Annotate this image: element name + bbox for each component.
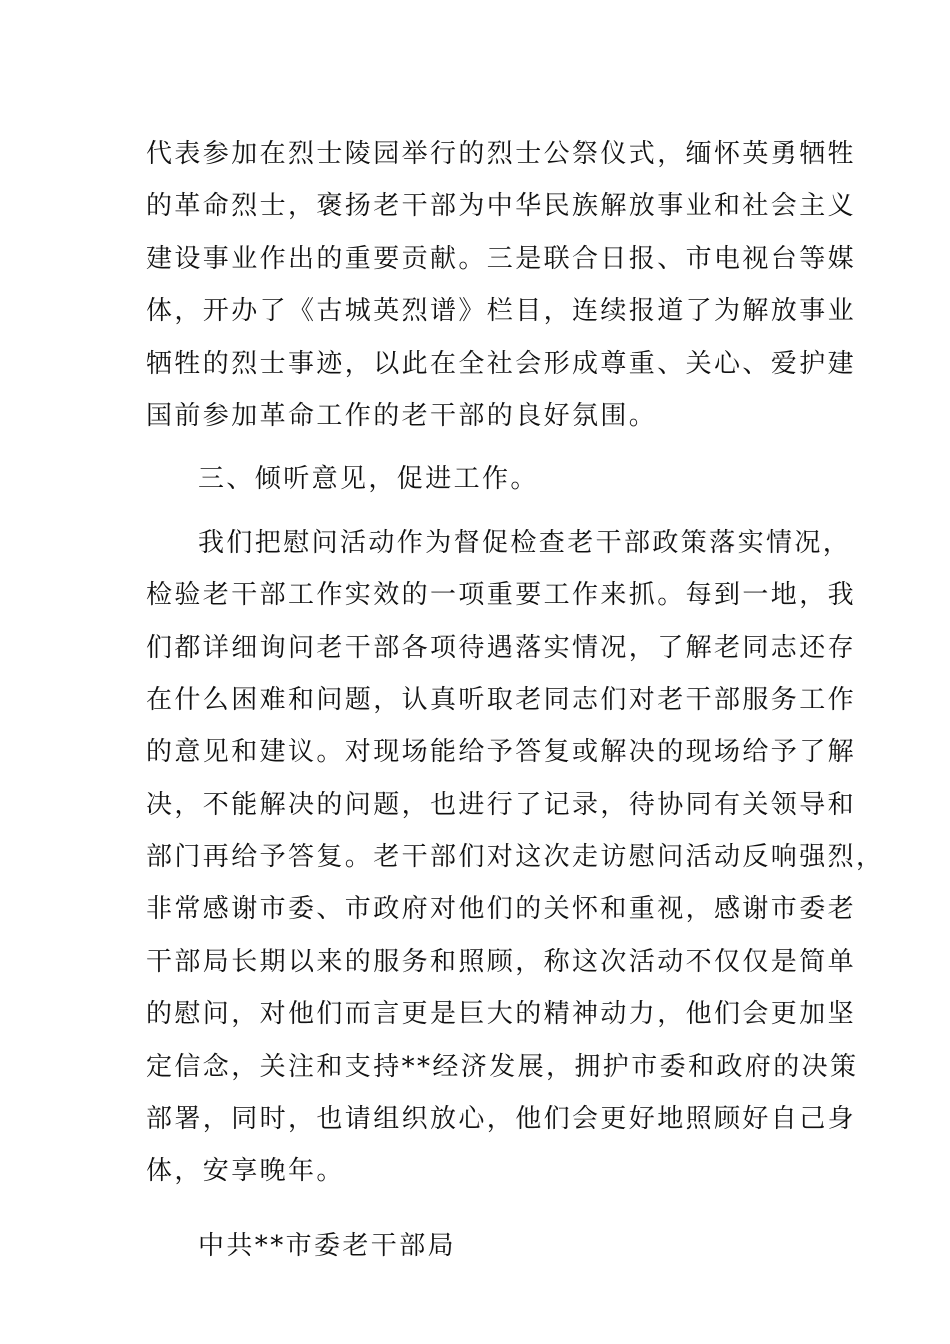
text-line: 部署，同时，也请组织放心，他们会更好地照顾好自己身 <box>146 1104 857 1135</box>
continuation-paragraph <box>146 128 857 442</box>
text-line: 们都详细询问老干部各项待遇落实情况，了解老同志还存 <box>146 632 857 663</box>
text-line: 的革命烈士，褒扬老干部为中华民族解放事业和社会主义 <box>146 191 857 222</box>
text-line: 建设事业作出的重要贡献。三是联合日报、市电视台等媒 <box>146 243 857 274</box>
text-line: 检验老干部工作实效的一项重要工作来抓。每到一地，我 <box>146 580 857 611</box>
signature-block <box>146 1220 806 1272</box>
text-line: 在什么困难和问题，认真听取老同志们对老干部服务工作 <box>146 684 857 715</box>
text-line: 部门再给予答复。老干部们对这次走访慰问活动反响强烈， <box>146 842 885 873</box>
text-line: 牺牲的烈士事迹，以此在全社会形成尊重、关心、爱护建 <box>146 348 857 379</box>
text-line: 决，不能解决的问题，也进行了记录，待协同有关领导和 <box>146 789 857 820</box>
section-heading: 三、倾听意见，促进工作。 <box>198 464 539 495</box>
signature-organization: 中共**市委老干部局 <box>198 1230 457 1261</box>
text-line: 我们把慰问活动作为督促检查老干部政策落实情况， <box>198 527 852 558</box>
text-line: 干部局长期以来的服务和照顾，称这次活动不仅仅是简单 <box>146 946 857 977</box>
section-heading-block <box>146 453 806 505</box>
text-line: 体，安享晚年。 <box>146 1156 345 1187</box>
document-body <box>146 128 885 1272</box>
text-line: 体，开办了《古城英烈谱》栏目，连续报道了为解放事业 <box>146 296 857 327</box>
text-line: 定信念，关注和支持**经济发展，拥护市委和政府的决策 <box>146 1051 859 1082</box>
text-line: 的慰问，对他们而言更是巨大的精神动力，他们会更加坚 <box>146 999 857 1030</box>
body-paragraph <box>146 517 885 1198</box>
text-line: 代表参加在烈士陵园举行的烈士公祭仪式，缅怀英勇牺牲 <box>146 139 857 169</box>
text-line: 非常感谢市委、市政府对他们的关怀和重视，感谢市委老 <box>146 894 857 925</box>
text-line: 的意见和建议。对现场能给予答复或解决的现场给予了解 <box>146 737 857 768</box>
text-line: 国前参加革命工作的老干部的良好氛围。 <box>146 400 658 431</box>
